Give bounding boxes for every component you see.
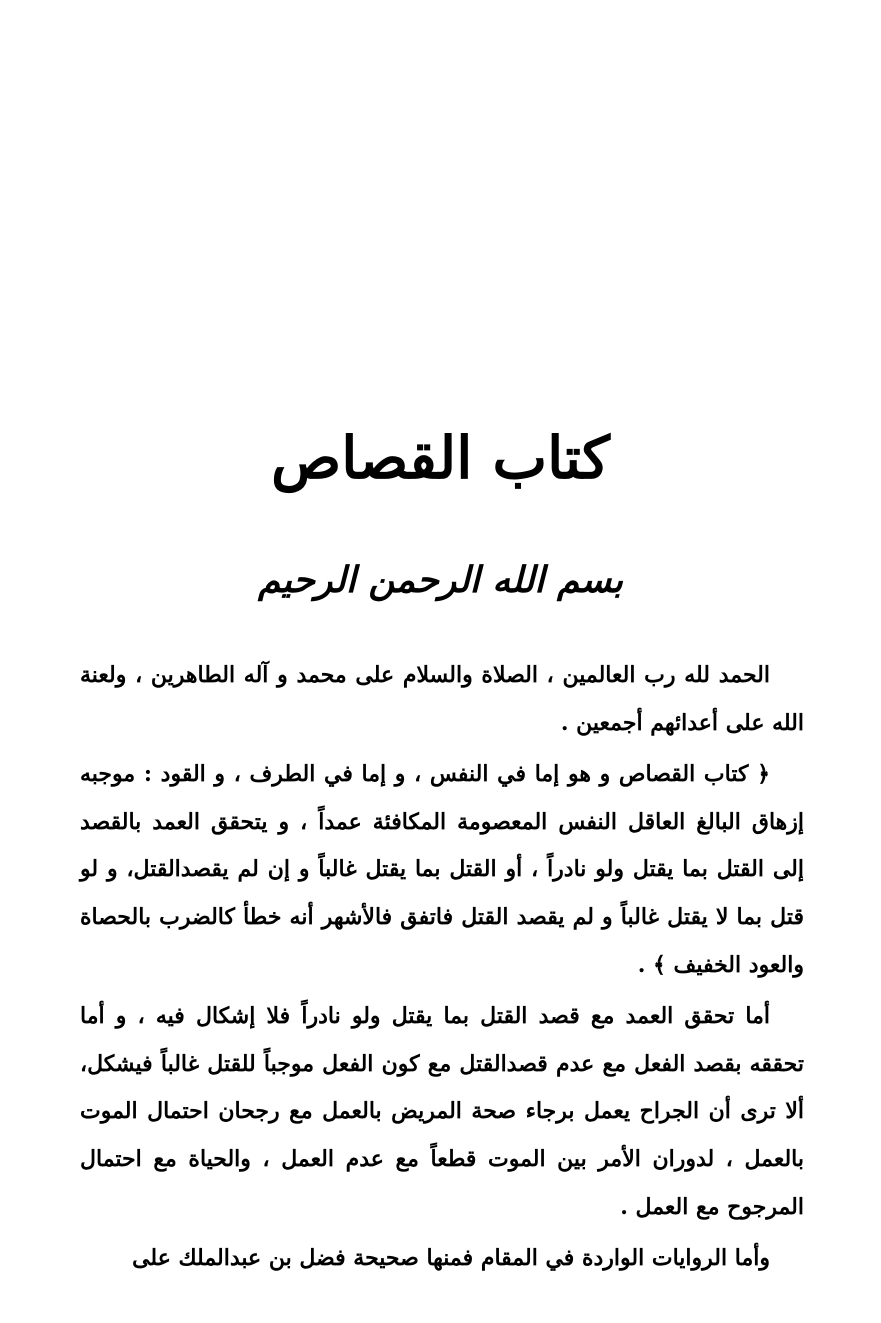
paragraph-matn-definition: ﴿ كتاب القصاص و هو إما في النفس ، و إما في الطرف ، و القود : موجبه إزهاق البالغ العاقل النفس المعصومة المكافئة عمداً ، و يتحقق العمد بالقصد إلى القتل بما يقتل ولو نادراً ، أو القتل بما يقتل غالباً و إن لم يقصدالقتل، و لو قتل بما لا يقتل غالباً و لم يقصد القتل فاتفق فالأشهر أنه خطأ كالضرب بالحصاة والعود الخفيف ﴾ . [80,761,804,978]
paragraph-opening-praise: الحمد لله رب العالمين ، الصلاة والسلام على محمد و آله الطاهرين ، ولعنة الله على أعدائهم أجمعين . [80,662,804,736]
body-text [80,652,804,1283]
basmala-calligraphy: بسم الله الرحمن الرحيم [257,559,624,601]
book-title: كتاب القصاص [271,424,610,492]
paragraph-commentary: أما تحقق العمد مع قصد القتل بما يقتل ولو نادراً فلا إشكال فيه ، و أما تحققه بقصد الفعل مع عدم قصدالقتل مع كون الفعل موجباً للقتل غالباً فيشكل، ألا ترى أن الجراح يعمل برجاء صحة المريض بالعمل مع رجحان احتمال الموت بالعمل ، لدوران الأمر بين الموت قطعاً مع عدم العمل ، والحياة مع احتمال المرجوح مع العمل . [80,1003,804,1220]
paragraph-narrations: وأما الروايات الواردة في المقام فمنها صحيحة فضل بن عبدالملك على [132,1245,770,1272]
